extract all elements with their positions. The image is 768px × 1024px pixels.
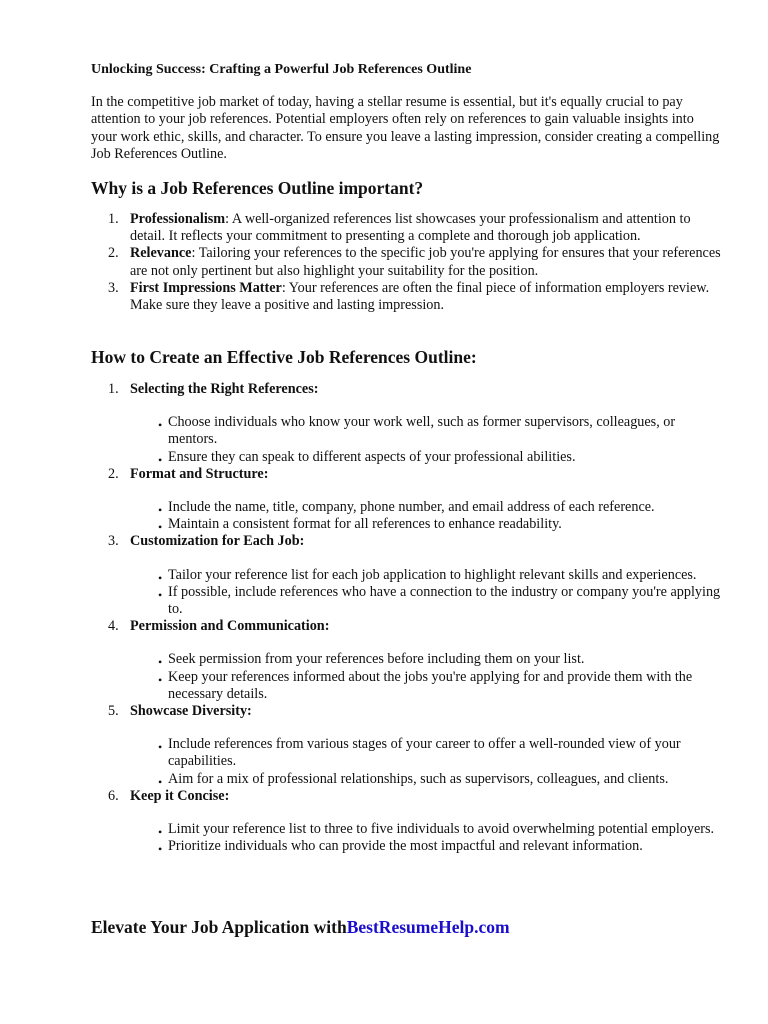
step-title: Permission and Communication: [130, 618, 330, 635]
bullet-text: Limit your reference list to three to five individuals to avoid overwhelming potential employers. [168, 821, 715, 838]
how-heading: How to Create an Effective Job References Outline: [91, 347, 477, 367]
elevate-heading [91, 917, 510, 938]
step-number: 5. [108, 703, 119, 720]
bullet-icon: • [158, 452, 163, 467]
bullet-item [130, 414, 721, 448]
bullet-icon: • [158, 503, 163, 518]
step-number: 1. [108, 381, 119, 397]
intro-paragraph: In the competitive job market of today, having a stellar resume is essential, but it's equally crucial to pay attention to your job references. Potential employers often rely on references to gain valuable insights into your work ethic, skills, and character. To ensure you leave a lasting impression, consider creating a compelling Job References Outline. [91, 94, 720, 163]
bullet-icon: • [158, 740, 163, 755]
bullet-icon: • [158, 655, 163, 670]
bullet-text: Maintain a consistent format for all references to enhance readability. [168, 516, 562, 533]
step-item [91, 703, 721, 788]
bullet-item [130, 771, 721, 788]
why-heading: Why is a Job References Outline important? [91, 178, 424, 198]
step-title: Format and Structure: [130, 465, 269, 482]
step-item [91, 381, 721, 466]
document-title: Unlocking Success: Crafting a Powerful Job References Outline [91, 62, 472, 77]
bullet-item [130, 821, 721, 838]
why-item [91, 280, 721, 314]
item-number: 2. [108, 245, 119, 262]
bullet-text: If possible, include references who have a connection to the industry or company you're applying to. [168, 583, 721, 618]
step-item [91, 466, 721, 534]
step-bullets [130, 635, 721, 703]
item-number: 3. [108, 279, 119, 296]
bullet-text: Keep your references informed about the jobs you're applying for and provide them with the necessary details. [168, 668, 693, 702]
bullet-text: Prioritize individuals who can provide the most impactful and relevant information. [168, 838, 643, 855]
bullet-item [130, 499, 721, 516]
step-bullets [130, 398, 721, 466]
item-term: First Impressions Matter [130, 279, 282, 296]
step-title: Selecting the Right References: [130, 381, 319, 397]
step-title: Showcase Diversity: [130, 703, 252, 720]
bullet-icon: • [158, 587, 163, 602]
bullet-item [130, 567, 721, 584]
bullet-icon: • [158, 842, 163, 857]
step-number: 6. [108, 787, 119, 804]
bullet-item [130, 736, 721, 770]
step-title: Customization for Each Job: [130, 533, 305, 550]
bullet-icon: • [158, 418, 163, 433]
step-bullets [130, 720, 721, 788]
step-bullets [130, 805, 721, 855]
bullet-icon: • [158, 520, 163, 535]
step-title: Keep it Concise: [130, 787, 230, 804]
bullet-text: Tailor your reference list for each job application to highlight relevant skills and experiences. [168, 566, 697, 583]
step-bullets [130, 483, 721, 533]
bullet-icon: • [158, 570, 163, 585]
step-number: 4. [108, 618, 119, 635]
bullet-icon: • [158, 774, 163, 789]
bullet-text: Aim for a mix of professional relationships, such as supervisors, colleagues, and clients. [168, 770, 669, 787]
bullet-item [130, 449, 721, 466]
bullet-text: Include references from various stages of your career to offer a well-rounded view of your capabilities. [168, 736, 681, 770]
bullet-text: Include the name, title, company, phone number, and email address of each reference. [168, 499, 655, 516]
step-item [91, 788, 721, 856]
bullet-text: Seek permission from your references before including them on your list. [168, 651, 585, 668]
bestresumehelp-link[interactable]: BestResumeHelp.com [346, 917, 510, 937]
bullet-text: Ensure they can speak to different aspects of your professional abilities. [168, 448, 576, 465]
step-number: 3. [108, 533, 119, 550]
bullet-text: Choose individuals who know your work well, such as former supervisors, colleagues, or mentors. [168, 414, 676, 448]
bullet-item [130, 838, 721, 855]
bullet-icon: • [158, 825, 163, 840]
item-text: : Your references are often the final piece of information employers review. Make sure they leave a positive and lasting impression. [130, 279, 710, 314]
bullet-item [130, 651, 721, 668]
why-item [91, 245, 721, 279]
elevate-heading-text: Elevate Your Job Application with [91, 917, 347, 937]
bullet-item [130, 516, 721, 533]
why-list [91, 211, 721, 314]
item-text: : Tailoring your references to the specific job you're applying for ensures that your references are not only pertinent but also highlight your suitability for the position. [130, 245, 721, 279]
how-list [91, 381, 721, 855]
item-term: Professionalism [130, 211, 226, 227]
bullet-item [130, 584, 721, 618]
step-item [91, 533, 721, 618]
item-number: 1. [108, 211, 119, 227]
step-bullets [130, 551, 721, 619]
step-item [91, 618, 721, 703]
bullet-icon: • [158, 672, 163, 687]
item-term: Relevance [130, 245, 192, 262]
bullet-item [130, 669, 721, 703]
why-item [91, 211, 721, 245]
step-number: 2. [108, 465, 119, 482]
item-text: : A well-organized references list showcases your professionalism and attention to detail. It reflects your commitment to presenting a complete and thorough job application. [130, 211, 691, 245]
